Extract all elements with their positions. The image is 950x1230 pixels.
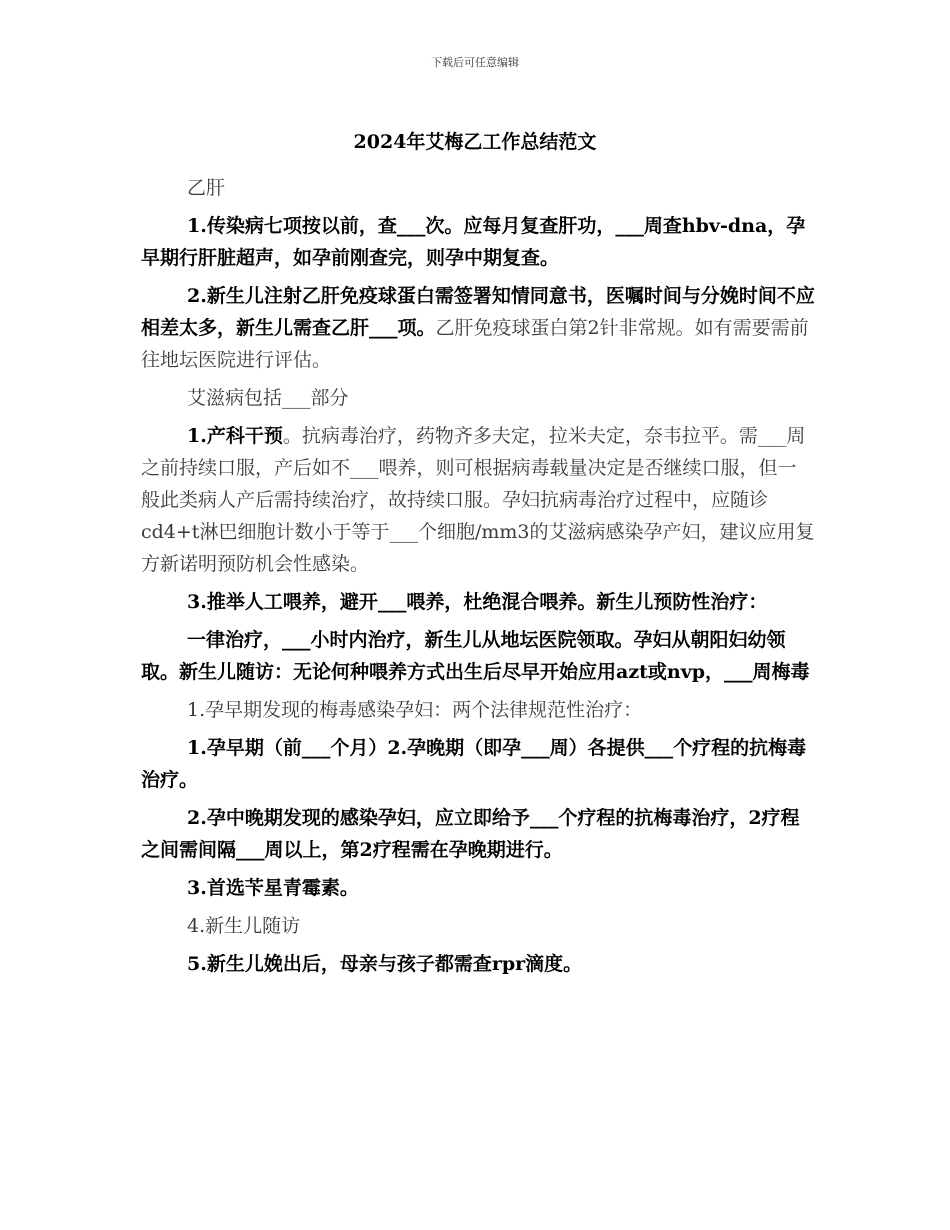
text-run: 乙肝: [187, 177, 226, 199]
paragraph: [141, 382, 815, 414]
paragraph: [141, 420, 815, 580]
text-run: 1.产科干预: [187, 425, 283, 447]
paragraph: [141, 872, 815, 904]
paragraph: [141, 280, 815, 376]
paragraph: [141, 910, 815, 942]
text-run: 1.传染病七项按以前，查___次。应每月复查肝功，___周查hbv-dna，孕早期行肝脏超声，如孕前刚查完，则孕中期复查。: [141, 215, 806, 269]
text-run: 乙肝免疫球蛋白第2针非常规。如有需要需前往地坛医院进行评估。: [141, 317, 809, 371]
paragraph: [141, 802, 815, 866]
paragraph: [141, 210, 815, 274]
paragraph: [141, 586, 815, 618]
text-run: 2.孕中晚期发现的感染孕妇，应立即给予___个疗程的抗梅毒治疗，2疗程之间需间隔___周以上，第2疗程需在孕晚期进行。: [141, 807, 800, 861]
document-title: 2024年艾梅乙工作总结范文: [353, 131, 597, 153]
document-body: [141, 172, 815, 986]
paragraph: [141, 732, 815, 796]
paragraph: [141, 694, 815, 726]
text-run: 1.孕早期（前___个月）2.孕晚期（即孕___周）各提供___个疗程的抗梅毒治疗。: [141, 737, 807, 791]
paragraph: [141, 624, 815, 688]
text-run: 3.推举人工喂养，避开___喂养，杜绝混合喂养。新生儿预防性治疗：: [187, 591, 768, 613]
paragraph: [141, 948, 815, 980]
text-run: 4.新生儿随访: [187, 915, 301, 937]
text-run: 2.新生儿注射乙肝免疫球蛋白需签署知情同意书，医嘱时间与分娩时间不应相差太多，新生儿需查乙肝___项。: [141, 285, 815, 339]
text-run: 3.首选苄星青霉素。: [187, 877, 359, 899]
text-run: 5.新生儿娩出后，母亲与孩子都需查rpr滴度。: [187, 953, 583, 975]
text-run: 1.孕早期发现的梅毒感染孕妇：两个法律规范性治疗：: [187, 699, 643, 721]
text-run: 一律治疗，___小时内治疗，新生儿从地坛医院领取。孕妇从朝阳妇幼领取。新生儿随访：无论何种喂养方式出生后尽早开始应用azt或nvp，___周梅毒: [141, 629, 810, 683]
paragraph: [141, 172, 815, 204]
text-run: 艾滋病包括___部分: [187, 387, 349, 409]
text-run: 。抗病毒治疗，药物齐多夫定，拉米夫定，奈韦拉平。需___周之前持续口服，产后如不___喂养，则可根据病毒载量决定是否继续口服，但一般此类病人产后需持续治疗，故持续口服。孕妇抗病毒治疗过程中，应随诊cd4+t淋巴细胞计数小于等于___个细胞/mm3的艾滋病感染孕产妇，建议应用复方新诺明预防机会性感染。: [141, 425, 815, 575]
header-note: 下载后可任意编辑: [431, 56, 519, 69]
